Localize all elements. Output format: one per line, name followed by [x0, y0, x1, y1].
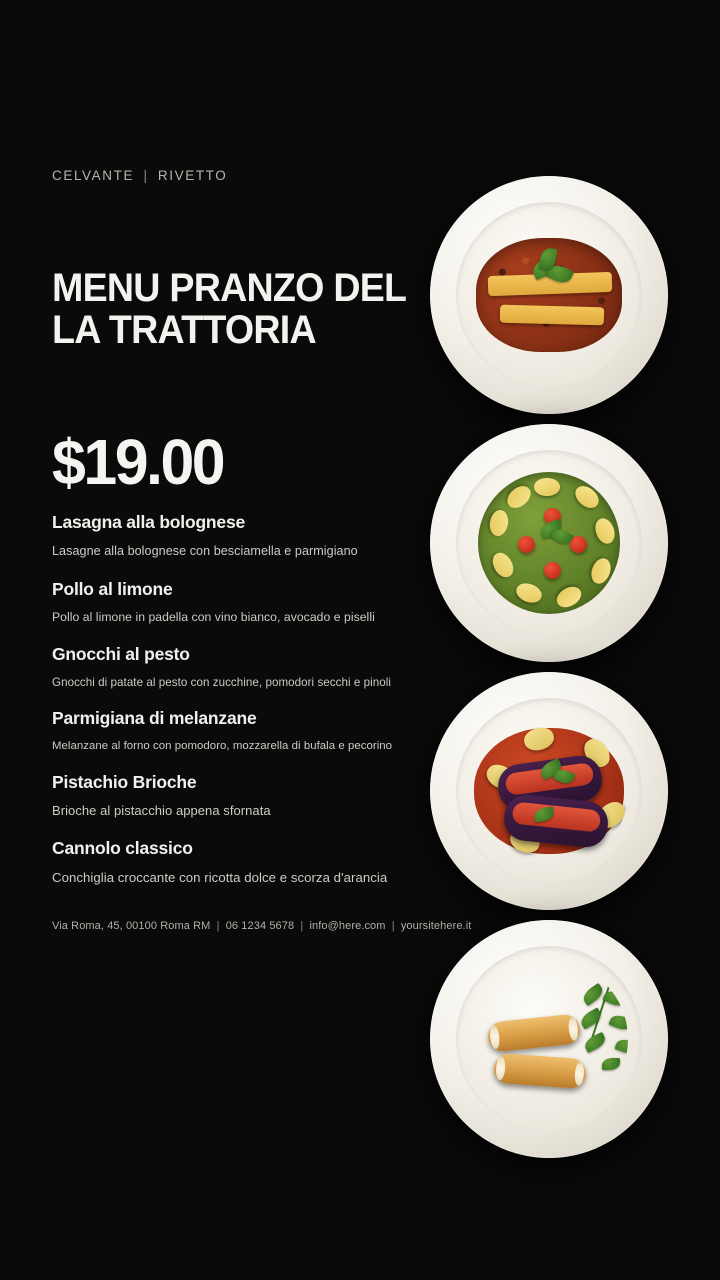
- menu-list: [52, 512, 472, 886]
- brand-right: RIVETTO: [157, 168, 228, 183]
- pasta-sheet: [500, 305, 604, 326]
- page-title: MENU PRANZO DELLA TRATTORIA: [52, 266, 407, 353]
- item-description: Pollo al limone in padella con vino bianco, avocado e piselli: [52, 610, 375, 625]
- cherry-tomato: [544, 562, 561, 579]
- dish-photo-cannoli: [430, 920, 668, 1158]
- dish-photo-gnocchi-pesto: [430, 424, 668, 662]
- list-item: [52, 708, 472, 754]
- item-description: Brioche al pistacchio appena sfornata: [52, 802, 271, 818]
- cannolo-piece: [493, 1053, 587, 1089]
- item-name: Pollo al limone: [52, 579, 173, 600]
- basil-leaf-icon: [582, 1032, 607, 1053]
- footer-email: info@here.com: [309, 919, 386, 932]
- basil-leaf-icon: [614, 1037, 628, 1057]
- footer-website: yoursitehere.it: [400, 919, 472, 932]
- item-name: Pistachio Brioche: [52, 771, 197, 792]
- cherry-tomato: [518, 536, 535, 553]
- food-cannoli: [470, 960, 628, 1118]
- list-item: [52, 772, 472, 820]
- food-parmigiana: [470, 712, 628, 870]
- footer-separator: |: [391, 919, 395, 932]
- footer-contact: [52, 920, 472, 932]
- list-item: [52, 644, 472, 690]
- item-name: Gnocchi al pesto: [52, 644, 190, 664]
- dish-photo-column: [430, 176, 670, 1168]
- menu-content: [52, 168, 472, 932]
- item-description: Gnocchi di patate al pesto con zucchine, pomodori secchi e pinoli: [52, 676, 392, 689]
- brand-separator: |: [143, 168, 149, 183]
- list-item: [52, 838, 472, 886]
- brand-line: [52, 168, 472, 183]
- item-description: Lasagne alla bolognese con besciamella e parmigiano: [52, 543, 358, 558]
- gnocchi-piece: [534, 478, 560, 496]
- item-description: Melanzane al forno con pomodoro, mozzarella di bufala e pecorino: [52, 740, 393, 753]
- item-name: Cannolo classico: [52, 837, 193, 858]
- eggplant-flesh: [512, 801, 602, 832]
- footer-phone: 06 1234 5678: [225, 919, 295, 932]
- food-gnocchi-pesto: [470, 464, 628, 622]
- item-name: Lasagna alla bolognese: [52, 511, 246, 532]
- footer-separator: |: [216, 919, 220, 932]
- cannolo-piece: [487, 1013, 582, 1052]
- dish-photo-lasagna: [430, 176, 668, 414]
- cherry-tomato: [570, 536, 587, 553]
- price-label: $19.00: [52, 425, 224, 498]
- item-name: Parmigiana di melanzane: [52, 708, 257, 729]
- food-lasagna: [470, 216, 628, 374]
- item-description: Conchiglia croccante con ricotta dolce e scorza d'arancia: [52, 869, 388, 885]
- footer-separator: |: [300, 919, 304, 932]
- list-item: [52, 512, 472, 559]
- dish-photo-parmigiana: [430, 672, 668, 910]
- brand-left: CELVANTE: [52, 168, 135, 183]
- basil-leaf-icon: [602, 1058, 620, 1070]
- list-item: [52, 579, 472, 626]
- footer-address: Via Roma, 45, 00100 Roma RM: [52, 919, 211, 932]
